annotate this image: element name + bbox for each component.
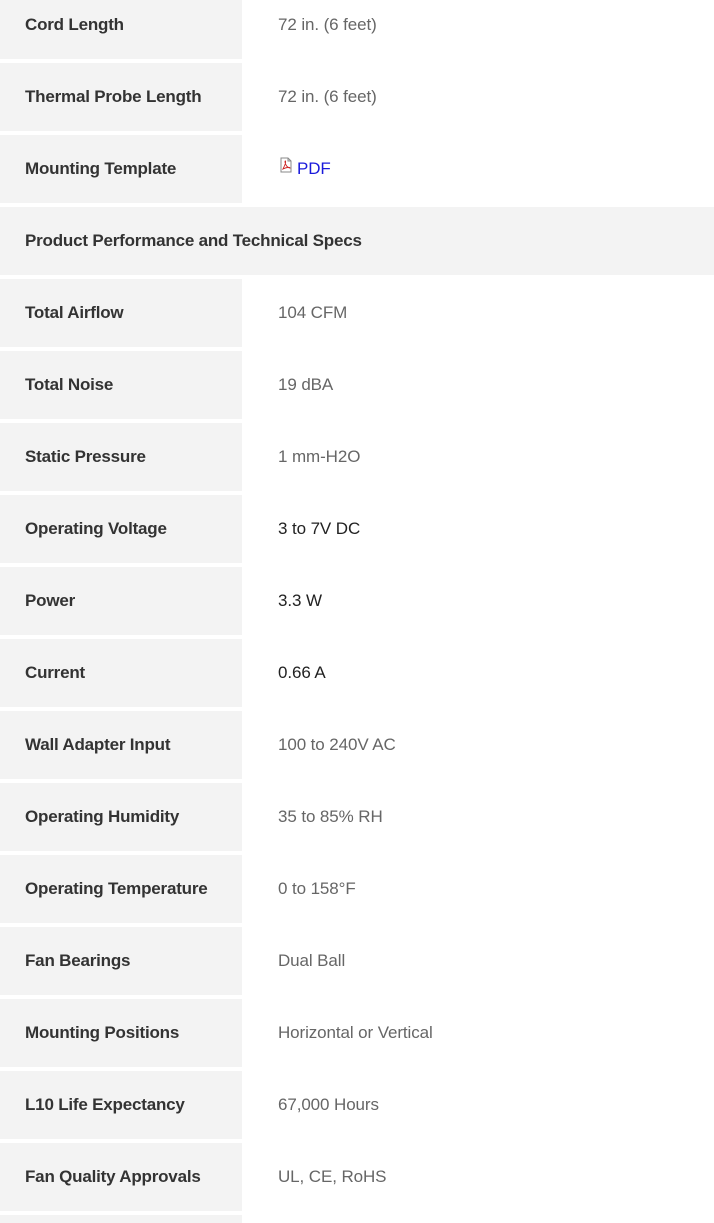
spec-label: Thermal Probe Length bbox=[0, 63, 242, 131]
spec-value: UL, CE, RoHS bbox=[242, 1143, 714, 1211]
spec-row-total-noise bbox=[0, 351, 714, 419]
mounting-template-pdf-link[interactable] bbox=[278, 159, 331, 179]
spec-row-thermal-probe-length bbox=[0, 63, 714, 131]
spec-value bbox=[242, 135, 714, 203]
spec-row-mounting-template bbox=[0, 135, 714, 203]
spec-value: 67,000 Hours bbox=[242, 1071, 714, 1139]
spec-value: 35 to 85% RH bbox=[242, 783, 714, 851]
spec-label: Operating Temperature bbox=[0, 855, 242, 923]
spec-row-fan-bearings bbox=[0, 927, 714, 995]
spec-label: Current bbox=[0, 639, 242, 707]
spec-value: 0.66 A bbox=[242, 639, 714, 707]
spec-value: 3 to 7V DC bbox=[242, 495, 714, 563]
spec-value: 100 to 240V AC bbox=[242, 711, 714, 779]
spec-label: Mounting Positions bbox=[0, 999, 242, 1067]
spec-label: Operating Voltage bbox=[0, 495, 242, 563]
spec-label: Total Airflow bbox=[0, 279, 242, 347]
spec-row-operating-voltage bbox=[0, 495, 714, 563]
pdf-file-icon bbox=[278, 157, 294, 173]
spec-row-operating-temperature bbox=[0, 855, 714, 923]
pdf-link-text: PDF bbox=[297, 159, 331, 178]
spec-label: Power bbox=[0, 567, 242, 635]
spec-value: 72 in. (6 feet) bbox=[242, 63, 714, 131]
spec-row-current bbox=[0, 639, 714, 707]
spec-label: Total Noise bbox=[0, 351, 242, 419]
spec-value-partial bbox=[242, 1215, 714, 1223]
spec-value: 72 in. (6 feet) bbox=[242, 0, 714, 59]
spec-value: 0 to 158°F bbox=[242, 855, 714, 923]
spec-row-power bbox=[0, 567, 714, 635]
spec-row-cord-length bbox=[0, 0, 714, 59]
spec-label: Fan Bearings bbox=[0, 927, 242, 995]
spec-row-partial bbox=[0, 1215, 714, 1223]
spec-row-static-pressure bbox=[0, 423, 714, 491]
spec-row-fan-quality-approvals bbox=[0, 1143, 714, 1211]
spec-value: 3.3 W bbox=[242, 567, 714, 635]
spec-row-wall-adapter-input bbox=[0, 711, 714, 779]
spec-label: L10 Life Expectancy bbox=[0, 1071, 242, 1139]
spec-label: Static Pressure bbox=[0, 423, 242, 491]
spec-value: 19 dBA bbox=[242, 351, 714, 419]
spec-value: 1 mm-H2O bbox=[242, 423, 714, 491]
spec-label: Operating Humidity bbox=[0, 783, 242, 851]
spec-label: Cord Length bbox=[0, 0, 242, 59]
spec-label: Wall Adapter Input bbox=[0, 711, 242, 779]
spec-row-total-airflow bbox=[0, 279, 714, 347]
spec-row-operating-humidity bbox=[0, 783, 714, 851]
spec-row-mounting-positions bbox=[0, 999, 714, 1067]
spec-value: 104 CFM bbox=[242, 279, 714, 347]
spec-value: Horizontal or Vertical bbox=[242, 999, 714, 1067]
section-header-performance: Product Performance and Technical Specs bbox=[0, 207, 714, 275]
spec-value: Dual Ball bbox=[242, 927, 714, 995]
spec-label-partial bbox=[0, 1215, 242, 1223]
spec-row-l10-life-expectancy bbox=[0, 1071, 714, 1139]
spec-label: Fan Quality Approvals bbox=[0, 1143, 242, 1211]
spec-label: Mounting Template bbox=[0, 135, 242, 203]
